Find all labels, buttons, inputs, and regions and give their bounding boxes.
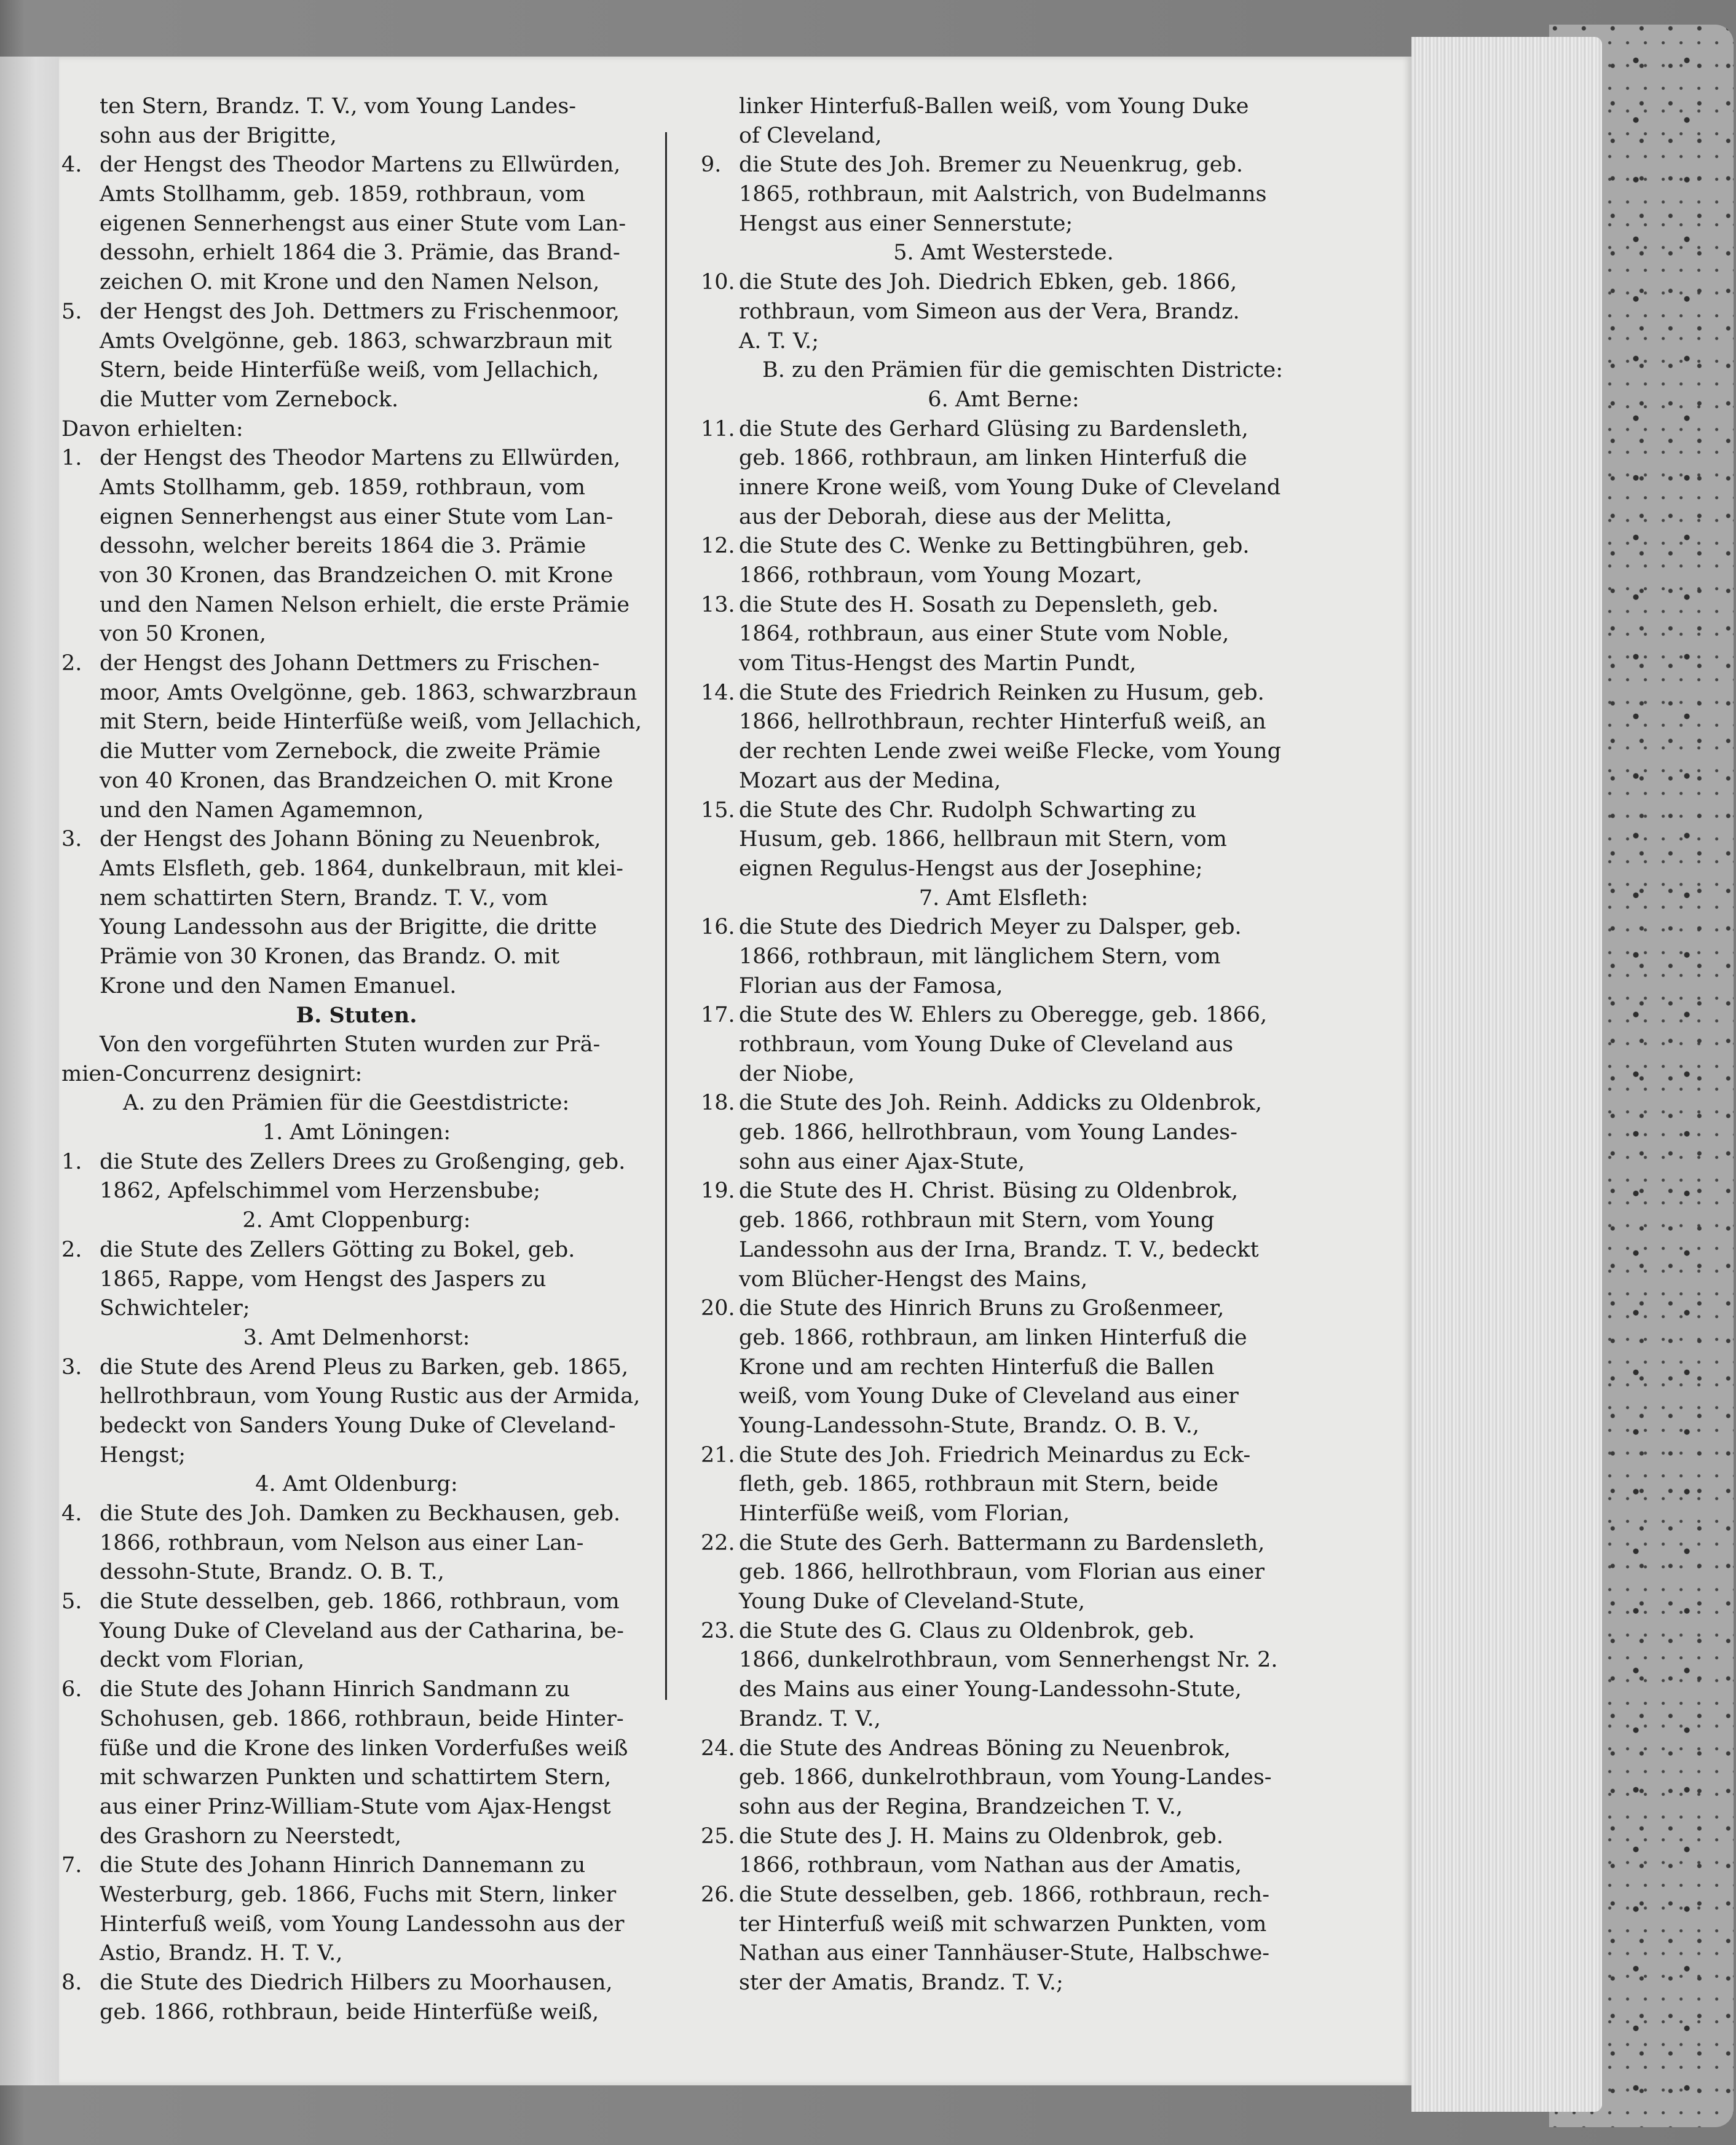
text-line xyxy=(701,239,1306,268)
previous-page-strip xyxy=(0,57,61,2085)
line-text: vom Titus-Hengst des Martin Pundt, xyxy=(739,651,1137,676)
item-number: 22. xyxy=(701,1530,735,1555)
text-line xyxy=(61,1294,652,1324)
text-line xyxy=(701,796,1306,826)
line-text: die Stute des Andreas Böning zu Neuenbrok, xyxy=(739,1736,1231,1761)
line-text: die Stute des W. Ehlers zu Oberegge, geb. 1866, xyxy=(739,1003,1268,1028)
text-line xyxy=(61,620,652,649)
item-number: 13. xyxy=(701,592,735,617)
line-text: dessohn-Stute, Brandz. O. B. T., xyxy=(100,1560,444,1585)
text-line xyxy=(61,180,652,210)
text-line xyxy=(61,444,652,473)
line-text: Florian aus der Famosa, xyxy=(739,973,1003,998)
text-line xyxy=(701,1060,1306,1089)
text-line xyxy=(701,1646,1306,1675)
text-line xyxy=(701,1617,1306,1646)
line-text: sohn aus der Brigitte, xyxy=(100,123,337,148)
line-text: die Stute des J. H. Mains zu Oldenbrok, geb. xyxy=(739,1823,1223,1849)
text-line xyxy=(61,532,652,561)
line-text: 1865, rothbraun, mit Aalstrich, von Budelmanns xyxy=(739,182,1267,207)
item-number: 5. xyxy=(61,1589,82,1614)
text-line xyxy=(701,122,1306,151)
text-line xyxy=(61,1822,652,1852)
text-line xyxy=(701,532,1306,561)
line-text: die Stute des Johann Hinrich Dannemann zu xyxy=(100,1853,586,1878)
line-text: geb. 1866, rothbraun, am linken Hinterfuß die xyxy=(739,1325,1247,1350)
text-line xyxy=(701,561,1306,591)
text-line xyxy=(701,1734,1306,1764)
line-text: Stern, beide Hinterfüße weiß, vom Jellachich, xyxy=(100,358,599,383)
text-line xyxy=(701,884,1306,914)
text-line xyxy=(61,1265,652,1295)
line-text: Hinterfüße weiß, vom Florian, xyxy=(739,1501,1070,1526)
text-line xyxy=(61,1236,652,1265)
item-number: 11. xyxy=(701,416,735,441)
text-line xyxy=(701,767,1306,796)
text-line xyxy=(701,972,1306,1001)
item-number: 4. xyxy=(61,152,82,178)
line-text: deckt vom Florian, xyxy=(100,1648,305,1673)
item-number: 9. xyxy=(701,152,722,178)
line-text: fleth, geb. 1865, rothbraun mit Stern, beide xyxy=(739,1472,1218,1497)
left-column xyxy=(61,92,652,2027)
text-line xyxy=(701,385,1306,415)
item-number: 7. xyxy=(61,1853,82,1878)
line-text: Nathan aus einer Tannhäuser-Stute, Halbschwe- xyxy=(739,1941,1270,1966)
text-line xyxy=(61,1324,652,1353)
text-line xyxy=(701,268,1306,298)
text-line xyxy=(61,796,652,826)
text-line xyxy=(61,415,652,444)
line-text: der Niobe, xyxy=(739,1061,855,1086)
line-text: die Stute des G. Claus zu Oldenbrok, geb. xyxy=(739,1618,1195,1643)
line-text: A. zu den Prämien für die Geestdistricte: xyxy=(123,1091,570,1116)
line-text: Young Landessohn aus der Brigitte, die dritte xyxy=(100,915,598,940)
line-text: Landessohn aus der Irna, Brandz. T. V., bedeckt xyxy=(739,1237,1259,1262)
line-text: zeichen O. mit Krone und den Namen Nelson, xyxy=(100,270,600,295)
text-line xyxy=(701,356,1306,385)
page-stack-edge xyxy=(1411,37,1602,2112)
district-heading: 7. Amt Elsfleth: xyxy=(918,885,1089,911)
line-text: die Stute des Zellers Götting zu Bokel, geb. xyxy=(100,1237,575,1262)
line-text: rothbraun, vom Simeon aus der Vera, Brandz. xyxy=(739,299,1240,324)
text-line xyxy=(61,210,652,239)
line-text: A. T. V.; xyxy=(739,328,819,354)
text-line xyxy=(61,1529,652,1558)
line-text: Schohusen, geb. 1866, rothbraun, beide Hinter- xyxy=(100,1706,624,1731)
text-line xyxy=(61,1734,652,1764)
text-line xyxy=(701,1793,1306,1822)
line-text: der Hengst des Johann Dettmers zu Frischen- xyxy=(100,651,600,676)
line-text: eigenen Sennerhengst aus einer Stute vom Lan- xyxy=(100,211,626,236)
text-line xyxy=(61,385,652,415)
line-text: Young Duke of Cleveland-Stute, xyxy=(739,1589,1086,1614)
line-text: eignen Sennerhengst aus einer Stute vom Lan- xyxy=(100,504,614,529)
text-line xyxy=(61,1060,652,1089)
text-line xyxy=(701,825,1306,855)
item-number: 6. xyxy=(61,1677,82,1702)
text-line xyxy=(61,1675,652,1705)
district-heading: 2. Amt Cloppenburg: xyxy=(242,1208,471,1233)
line-text: geb. 1866, hellrothbraun, vom Young Landes- xyxy=(739,1120,1237,1145)
line-text: aus der Deborah, diese aus der Melitta, xyxy=(739,504,1172,529)
text-line xyxy=(61,1910,652,1940)
line-text: sohn aus einer Ajax-Stute, xyxy=(739,1149,1025,1174)
text-line xyxy=(701,1265,1306,1295)
item-number: 24. xyxy=(701,1736,735,1761)
text-line xyxy=(701,1001,1306,1030)
line-text: ter Hinterfuß weiß mit schwarzen Punkten, vom xyxy=(739,1911,1267,1937)
text-line xyxy=(701,1236,1306,1265)
item-number: 19. xyxy=(701,1179,735,1204)
text-line xyxy=(61,151,652,180)
text-line xyxy=(61,679,652,708)
text-line xyxy=(701,1939,1306,1969)
item-number: 17. xyxy=(701,1003,735,1028)
line-text: von 50 Kronen, xyxy=(100,622,267,647)
line-text: der rechten Lende zwei weiße Flecke, vom Young xyxy=(739,739,1282,764)
line-text: die Stute des Zellers Drees zu Großenging, geb. xyxy=(100,1149,626,1174)
line-text: die Stute des Hinrich Bruns zu Großenmeer, xyxy=(739,1296,1225,1321)
text-line xyxy=(61,972,652,1001)
text-line xyxy=(701,1412,1306,1441)
line-text: 1866, hellrothbraun, rechter Hinterfuß weiß, an xyxy=(739,709,1266,735)
line-text: ten Stern, Brandz. T. V., vom Young Landes- xyxy=(100,94,577,119)
text-line xyxy=(61,1470,652,1499)
text-line xyxy=(61,1793,652,1822)
text-line xyxy=(61,298,652,327)
line-text: 1866, rothbraun, vom Nelson aus einer Lan- xyxy=(100,1530,584,1555)
text-line xyxy=(701,708,1306,737)
line-text: aus einer Prinz-William-Stute vom Ajax-Hengst xyxy=(100,1794,611,1819)
line-text: von 40 Kronen, das Brandzeichen O. mit Krone xyxy=(100,768,614,793)
line-text: linker Hinterfuß-Ballen weiß, vom Young Duke xyxy=(739,94,1249,119)
line-text: die Stute des Diedrich Hilbers zu Moorhausen, xyxy=(100,1970,613,1995)
text-line xyxy=(61,1617,652,1646)
line-text: die Mutter vom Zernebock. xyxy=(100,387,399,412)
line-text: Young-Landessohn-Stute, Brandz. O. B. V., xyxy=(739,1413,1199,1438)
item-number: 5. xyxy=(61,299,82,324)
text-line xyxy=(61,708,652,737)
item-number: 15. xyxy=(701,797,735,823)
text-line xyxy=(61,737,652,767)
line-text: Mozart aus der Medina, xyxy=(739,768,1001,793)
line-text: des Grashorn zu Neerstedt, xyxy=(100,1823,401,1849)
item-number: 16. xyxy=(701,915,735,940)
item-number: 1. xyxy=(61,446,82,471)
line-text: Young Duke of Cleveland aus der Catharina, be- xyxy=(100,1618,624,1643)
text-line xyxy=(61,649,652,679)
text-line xyxy=(701,1763,1306,1793)
text-line xyxy=(701,1324,1306,1353)
text-line xyxy=(61,1705,652,1734)
text-line xyxy=(61,1499,652,1529)
line-text: füße und die Krone des linken Vorderfußes weiß xyxy=(100,1736,628,1761)
text-line xyxy=(701,1881,1306,1910)
line-text: geb. 1866, rothbraun, am linken Hinterfuß die xyxy=(739,446,1247,471)
district-heading: 5. Amt Westerstede. xyxy=(893,240,1114,266)
line-text: geb. 1866, rothbraun, beide Hinterfüße weiß, xyxy=(100,1999,599,2025)
right-column xyxy=(701,92,1306,1998)
text-line xyxy=(61,268,652,298)
text-line xyxy=(701,1294,1306,1324)
text-line xyxy=(701,1587,1306,1617)
line-text: die Stute desselben, geb. 1866, rothbraun, vom xyxy=(100,1589,620,1614)
text-line xyxy=(701,327,1306,357)
text-line xyxy=(701,1910,1306,1940)
line-text: von 30 Kronen, das Brandzeichen O. mit Krone xyxy=(100,563,614,588)
line-text: Hinterfuß weiß, vom Young Landessohn aus der xyxy=(100,1911,625,1937)
text-line xyxy=(701,1206,1306,1236)
text-line xyxy=(701,1177,1306,1206)
line-text: die Stute des Arend Pleus zu Barken, geb. 1865, xyxy=(100,1354,629,1380)
line-text: die Stute des H. Sosath zu Depensleth, geb. xyxy=(739,592,1219,617)
text-line xyxy=(701,503,1306,532)
text-line xyxy=(61,591,652,620)
item-number: 23. xyxy=(701,1618,735,1643)
text-line xyxy=(61,1763,652,1793)
line-text: des Mains aus einer Young-Landessohn-Stute, xyxy=(739,1677,1242,1702)
line-text: of Cleveland, xyxy=(739,123,882,148)
district-heading: 1. Amt Löningen: xyxy=(262,1120,451,1145)
text-line xyxy=(61,1030,652,1060)
text-line xyxy=(61,503,652,532)
line-text: die Stute des C. Wenke zu Bettingbühren, geb. xyxy=(739,534,1250,559)
text-line xyxy=(701,679,1306,708)
text-line xyxy=(701,855,1306,884)
text-line xyxy=(701,942,1306,972)
text-line xyxy=(61,1851,652,1881)
text-line xyxy=(61,356,652,385)
text-line xyxy=(701,620,1306,649)
text-line xyxy=(61,1353,652,1383)
text-line xyxy=(61,1998,652,2028)
line-text: 1866, rothbraun, mit länglichem Stern, vom xyxy=(739,944,1221,969)
text-line xyxy=(701,180,1306,210)
line-text: die Stute des Diedrich Meyer zu Dalsper, geb. xyxy=(739,915,1242,940)
text-line xyxy=(61,239,652,268)
text-line xyxy=(701,1851,1306,1881)
line-text: geb. 1866, hellrothbraun, vom Florian aus einer xyxy=(739,1560,1265,1585)
item-number: 8. xyxy=(61,1970,82,1995)
column-divider xyxy=(665,132,667,1700)
item-number: 25. xyxy=(701,1823,735,1849)
line-text: 1865, Rappe, vom Hengst des Jaspers zu xyxy=(100,1266,546,1292)
line-text: die Stute des Johann Hinrich Sandmann zu xyxy=(100,1677,570,1702)
item-number: 10. xyxy=(701,270,735,295)
line-text: die Stute des Joh. Damken zu Beckhausen, geb. xyxy=(100,1501,621,1526)
district-heading: 3. Amt Delmenhorst: xyxy=(243,1325,470,1350)
text-line xyxy=(61,1089,652,1118)
line-text: die Stute desselben, geb. 1866, rothbraun, rech- xyxy=(739,1882,1270,1907)
line-text: Hengst; xyxy=(100,1442,186,1468)
line-text: Davon erhielten: xyxy=(61,416,243,441)
item-number: 2. xyxy=(61,1237,82,1262)
item-number: 1. xyxy=(61,1149,82,1174)
line-text: die Stute des Joh. Bremer zu Neuenkrug, geb. xyxy=(739,152,1243,178)
text-line xyxy=(61,1412,652,1441)
line-text: dessohn, erhielt 1864 die 3. Prämie, das Brand- xyxy=(100,240,620,266)
line-text: weiß, vom Young Duke of Cleveland aus einer xyxy=(739,1384,1239,1409)
line-text: nem schattirten Stern, Brandz. T. V., vom xyxy=(100,885,548,911)
line-text: Westerburg, geb. 1866, Fuchs mit Stern, linker xyxy=(100,1882,617,1907)
line-text: Husum, geb. 1866, hellbraun mit Stern, vom xyxy=(739,827,1227,852)
text-line xyxy=(701,473,1306,503)
text-line xyxy=(61,1382,652,1412)
text-line xyxy=(61,884,652,914)
line-text: und den Namen Agamemnon, xyxy=(100,797,424,823)
line-text: die Stute des Joh. Diedrich Ebken, geb. 1866, xyxy=(739,270,1237,295)
text-line xyxy=(701,151,1306,180)
line-text: Hengst aus einer Sennerstute; xyxy=(739,211,1073,236)
text-line xyxy=(701,649,1306,679)
item-number: 26. xyxy=(701,1882,735,1907)
text-line xyxy=(701,415,1306,444)
district-heading: 6. Amt Berne: xyxy=(928,387,1079,412)
line-text: der Hengst des Theodor Martens zu Ellwürden, xyxy=(100,446,621,471)
line-text: mit Stern, beide Hinterfüße weiß, vom Jellachich, xyxy=(100,709,642,735)
line-text: moor, Amts Ovelgönne, geb. 1863, schwarzbraun xyxy=(100,680,637,705)
line-text: der Hengst des Joh. Dettmers zu Frischenmoor, xyxy=(100,299,620,324)
item-number: 14. xyxy=(701,680,735,705)
line-text: die Mutter vom Zernebock, die zweite Prämie xyxy=(100,739,601,764)
line-text: Von den vorgeführten Stuten wurden zur Prä- xyxy=(100,1032,601,1057)
text-line xyxy=(61,92,652,122)
line-text: die Stute des H. Christ. Büsing zu Oldenbrok, xyxy=(739,1179,1239,1204)
text-line xyxy=(701,298,1306,327)
line-text: B. zu den Prämien für die gemischten Districte: xyxy=(762,358,1283,383)
text-line xyxy=(61,1587,652,1617)
item-number: 3. xyxy=(61,827,82,852)
text-line xyxy=(701,1089,1306,1118)
text-line xyxy=(61,913,652,942)
line-text: bedeckt von Sanders Young Duke of Cleveland- xyxy=(100,1413,616,1438)
line-text: und den Namen Nelson erhielt, die erste Prämie xyxy=(100,592,630,617)
text-line xyxy=(701,210,1306,239)
line-text: mit schwarzen Punkten und schattirtem Stern, xyxy=(100,1765,612,1790)
text-line xyxy=(61,561,652,591)
line-text: Amts Ovelgönne, geb. 1863, schwarzbraun mit xyxy=(100,328,612,354)
line-text: rothbraun, vom Young Duke of Cleveland aus xyxy=(739,1032,1234,1057)
line-text: 1864, rothbraun, aus einer Stute vom Noble, xyxy=(739,622,1229,647)
line-text: geb. 1866, dunkelrothbraun, vom Young-Landes- xyxy=(739,1765,1272,1790)
line-text: 1862, Apfelschimmel vom Herzensbube; xyxy=(100,1179,541,1204)
text-line xyxy=(701,1441,1306,1471)
line-text: Schwichteler; xyxy=(100,1296,250,1321)
text-line xyxy=(61,473,652,503)
item-number: 20. xyxy=(701,1296,735,1321)
text-line xyxy=(701,1705,1306,1734)
section-heading: B. Stuten. xyxy=(296,1003,417,1029)
line-text: die Stute des Friedrich Reinken zu Husum, geb. xyxy=(739,680,1265,705)
text-line xyxy=(701,1675,1306,1705)
text-line xyxy=(61,1939,652,1969)
text-line xyxy=(61,1001,652,1030)
line-text: die Stute des Gerh. Battermann zu Bardensleth, xyxy=(739,1530,1265,1555)
line-text: die Stute des Joh. Friedrich Meinardus zu Eck- xyxy=(739,1442,1251,1468)
text-line xyxy=(701,1499,1306,1529)
line-text: Amts Stollhamm, geb. 1859, rothbraun, vom xyxy=(100,475,586,500)
line-text: die Stute des Joh. Reinh. Addicks zu Oldenbrok, xyxy=(739,1091,1262,1116)
line-text: 1866, dunkelrothbraun, vom Sennerhengst Nr. 2. xyxy=(739,1648,1278,1673)
line-text: der Hengst des Johann Böning zu Neuenbrok, xyxy=(100,827,601,852)
line-text: Prämie von 30 Kronen, das Brandz. O. mit xyxy=(100,944,560,969)
line-text: geb. 1866, rothbraun mit Stern, vom Young xyxy=(739,1208,1215,1233)
line-text: mien-Concurrenz designirt: xyxy=(61,1061,363,1086)
line-text: innere Krone weiß, vom Young Duke of Cleveland xyxy=(739,475,1281,500)
text-line xyxy=(701,591,1306,620)
line-text: die Stute des Gerhard Glüsing zu Bardensleth, xyxy=(739,416,1249,441)
text-line xyxy=(701,737,1306,767)
line-text: Krone und am rechten Hinterfuß die Ballen xyxy=(739,1354,1215,1380)
line-text: eignen Regulus-Hengst aus der Josephine; xyxy=(739,856,1203,881)
text-line xyxy=(701,913,1306,942)
text-line xyxy=(61,327,652,357)
text-line xyxy=(61,1881,652,1910)
text-line xyxy=(61,1558,652,1587)
text-line xyxy=(61,942,652,972)
text-line xyxy=(61,1441,652,1471)
text-line xyxy=(61,1646,652,1675)
line-text: der Hengst des Theodor Martens zu Ellwürden, xyxy=(100,152,621,178)
line-text: Astio, Brandz. H. T. V., xyxy=(100,1941,343,1966)
line-text: ster der Amatis, Brandz. T. V.; xyxy=(739,1970,1063,1995)
line-text: 1866, rothbraun, vom Young Mozart, xyxy=(739,563,1143,588)
line-text: Amts Stollhamm, geb. 1859, rothbraun, vom xyxy=(100,182,586,207)
text-line xyxy=(701,1030,1306,1060)
text-line xyxy=(701,1353,1306,1383)
line-text: Brandz. T. V., xyxy=(739,1706,881,1731)
text-line xyxy=(701,1470,1306,1499)
text-line xyxy=(701,92,1306,122)
item-number: 12. xyxy=(701,534,735,559)
text-line xyxy=(701,444,1306,473)
text-line xyxy=(61,1206,652,1236)
text-line xyxy=(61,122,652,151)
text-line xyxy=(61,825,652,855)
text-line xyxy=(701,1529,1306,1558)
text-line xyxy=(701,1969,1306,1998)
line-text: dessohn, welcher bereits 1864 die 3. Prämie xyxy=(100,534,586,559)
line-text: sohn aus der Regina, Brandzeichen T. V., xyxy=(739,1794,1183,1819)
text-line xyxy=(61,1118,652,1148)
text-line xyxy=(701,1382,1306,1412)
text-line xyxy=(701,1148,1306,1177)
item-number: 18. xyxy=(701,1091,735,1116)
item-number: 21. xyxy=(701,1442,735,1468)
district-heading: 4. Amt Oldenburg: xyxy=(255,1472,458,1497)
line-text: Amts Elsfleth, geb. 1864, dunkelbraun, mit klei- xyxy=(100,856,623,881)
item-number: 2. xyxy=(61,651,82,676)
text-line xyxy=(61,767,652,796)
text-line xyxy=(61,1177,652,1206)
item-number: 4. xyxy=(61,1501,82,1526)
text-line xyxy=(701,1822,1306,1852)
line-text: vom Blücher-Hengst des Mains, xyxy=(739,1266,1088,1292)
line-text: 1866, rothbraun, vom Nathan aus der Amatis, xyxy=(739,1853,1242,1878)
line-text: die Stute des Chr. Rudolph Schwarting zu xyxy=(739,797,1197,823)
line-text: Krone und den Namen Emanuel. xyxy=(100,973,457,998)
text-line xyxy=(61,1148,652,1177)
text-line xyxy=(61,1969,652,1998)
text-line xyxy=(61,855,652,884)
item-number: 3. xyxy=(61,1354,82,1380)
text-line xyxy=(701,1118,1306,1148)
text-line xyxy=(701,1558,1306,1587)
line-text: hellrothbraun, vom Young Rustic aus der Armida, xyxy=(100,1384,641,1409)
